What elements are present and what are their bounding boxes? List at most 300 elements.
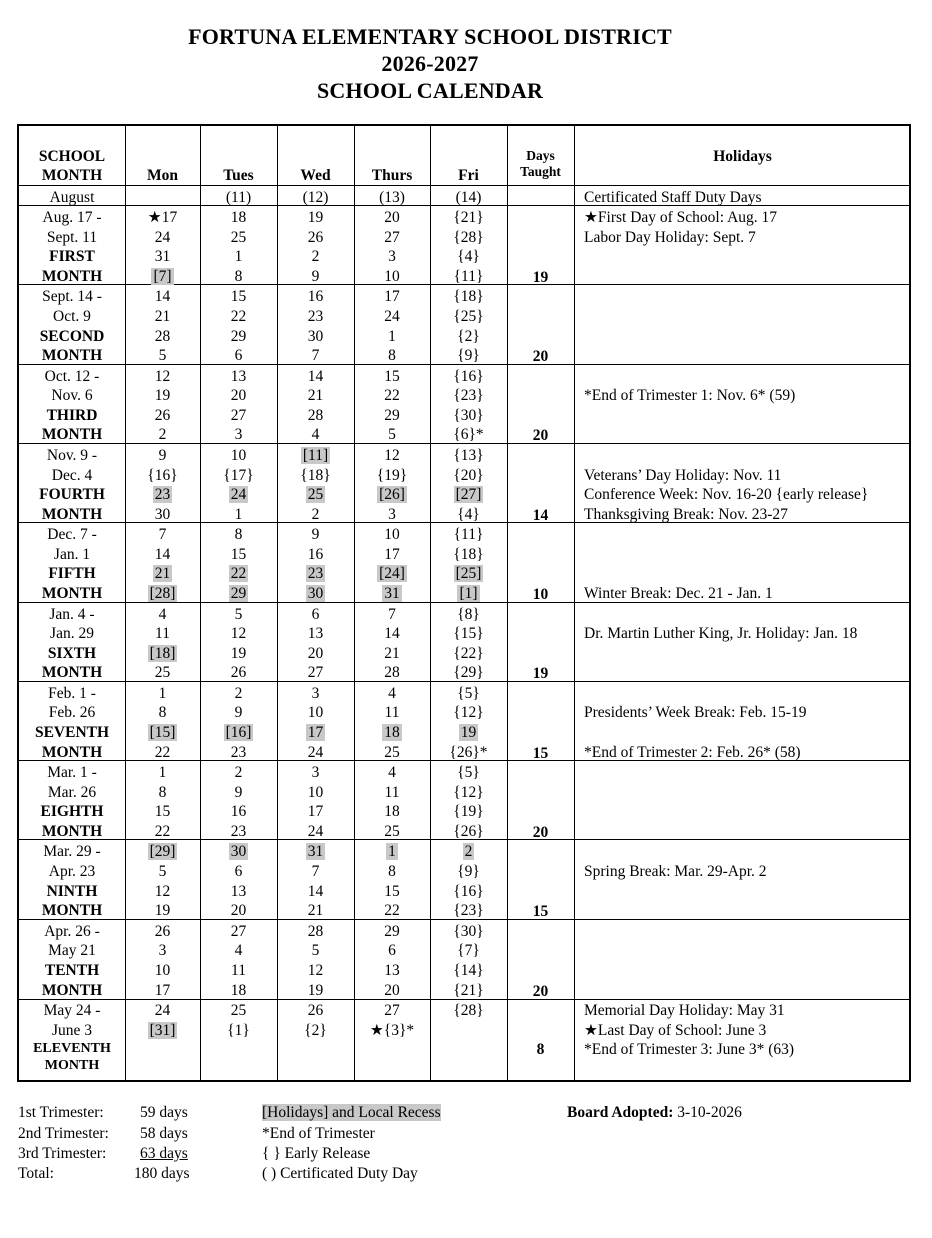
day-cell (200, 703, 277, 722)
district-title: FORTUNA ELEMENTARY SCHOOL DISTRICT (188, 24, 672, 49)
august-holiday: Certificated Staff Duty Days (584, 189, 762, 206)
day-cell (430, 644, 507, 663)
day-cell (277, 802, 354, 821)
day-cell (277, 346, 354, 365)
day-number: [24] (379, 565, 405, 583)
day-number: 29 (230, 585, 247, 602)
day-number: 21 (307, 387, 324, 405)
header-school: SCHOOL (38, 148, 106, 165)
day-cell (200, 882, 277, 901)
day-number: [27] (455, 486, 482, 504)
day-cell (125, 545, 200, 564)
day-number: 20 (384, 981, 400, 999)
day-number: 25 (307, 486, 324, 504)
day-number: {14} (453, 961, 484, 979)
day-cell (277, 564, 354, 583)
august-fri: (14) (455, 189, 482, 206)
day-cell (200, 367, 277, 386)
day-number: 2 (464, 843, 473, 861)
day-cell (354, 446, 430, 465)
days-taught: 19 (532, 268, 549, 286)
day-cell (354, 842, 430, 861)
day-cell (277, 703, 354, 722)
day-number: 17 (384, 288, 400, 306)
day-cell (430, 425, 507, 444)
month-label: SECOND (39, 327, 105, 345)
day-number: 5 (158, 863, 167, 880)
legend-holidays: [Holidays] and Local Recess (262, 1104, 441, 1121)
day-number: {29} (453, 664, 484, 682)
day-cell (200, 624, 277, 643)
day-cell (430, 684, 507, 703)
month-label: NINTH (46, 882, 98, 900)
day-cell (354, 663, 430, 682)
holiday-note: Labor Day Holiday: Sept. 7 (584, 228, 756, 246)
day-cell (430, 703, 507, 722)
footer-t1-days: 59 days (140, 1104, 188, 1121)
day-number: 10 (154, 961, 171, 979)
day-cell (354, 624, 430, 643)
month-label: Feb. 26 (48, 704, 96, 722)
day-cell (430, 584, 507, 603)
month-label: MONTH (44, 1058, 100, 1074)
month-label: Mar. 1 - (47, 764, 97, 782)
day-number: 7 (311, 863, 320, 880)
day-number: [15] (149, 724, 176, 741)
day-cell (354, 763, 430, 782)
day-number: 3 (158, 942, 167, 960)
calendar-table (17, 124, 911, 1082)
day-cell (430, 545, 507, 564)
day-number: 14 (154, 545, 171, 563)
day-cell (125, 208, 200, 227)
day-cell (277, 684, 354, 703)
day-cell (125, 842, 200, 861)
day-cell (354, 545, 430, 564)
day-number: {26}* (449, 743, 488, 761)
day-number: 5 (388, 426, 396, 444)
month-label: Apr. 26 - (44, 922, 100, 940)
day-cell (125, 485, 200, 504)
day-cell (430, 446, 507, 465)
day-cell (125, 525, 200, 544)
day-number: {21} (453, 209, 484, 226)
day-cell (354, 386, 430, 405)
day-cell (354, 605, 430, 624)
month-label: Oct. 9 (53, 307, 91, 325)
day-cell (125, 862, 200, 881)
day-number: 28 (307, 406, 324, 424)
day-cell (277, 425, 354, 444)
days-taught: 20 (532, 348, 549, 366)
day-number: 4 (158, 605, 167, 623)
day-number: 26 (154, 406, 171, 424)
day-number: {9} (457, 347, 480, 365)
month-label: FIRST (49, 248, 95, 266)
day-cell (125, 743, 200, 762)
day-number: 3 (388, 248, 396, 266)
month-label: MONTH (41, 981, 103, 999)
day-number: 8 (158, 783, 167, 801)
day-number: {16} (147, 466, 178, 484)
day-cell (125, 783, 200, 802)
day-number: 23 (230, 822, 247, 840)
header-days: Days (526, 148, 555, 163)
day-cell (277, 545, 354, 564)
day-cell (277, 466, 354, 485)
day-cell (277, 1021, 354, 1040)
day-cell (277, 267, 354, 286)
day-cell (277, 922, 354, 941)
day-cell (430, 605, 507, 624)
day-number: 30 (307, 585, 324, 602)
day-cell (354, 1021, 430, 1040)
day-cell (125, 605, 200, 624)
day-number: 15 (384, 882, 400, 900)
day-number: 16 (307, 288, 324, 306)
day-cell (430, 901, 507, 920)
month-label: MONTH (41, 426, 103, 444)
day-number: 15 (230, 288, 247, 306)
day-cell (277, 327, 354, 346)
holiday-note: ★First Day of School: Aug. 17 (584, 209, 778, 226)
day-cell (125, 763, 200, 782)
day-number: 31 (307, 843, 324, 861)
august-thurs: (13) (379, 189, 405, 206)
day-cell (430, 882, 507, 901)
holiday-note: Winter Break: Dec. 21 - Jan. 1 (584, 585, 773, 602)
day-cell (354, 723, 430, 742)
day-cell (430, 564, 507, 583)
day-cell (277, 882, 354, 901)
day-cell (125, 684, 200, 703)
day-number: 28 (384, 664, 400, 682)
day-cell (430, 941, 507, 960)
month-label: MONTH (41, 505, 103, 523)
month-label: SIXTH (47, 644, 97, 662)
day-cell (430, 783, 507, 802)
day-cell (125, 802, 200, 821)
day-cell (200, 584, 277, 603)
day-cell (200, 307, 277, 326)
day-number: 8 (388, 347, 396, 365)
day-cell (200, 723, 277, 742)
day-cell (125, 446, 200, 465)
day-cell (277, 228, 354, 247)
days-taught: 8 (536, 1041, 545, 1059)
day-number: 1 (158, 684, 167, 702)
day-cell (354, 367, 430, 386)
day-number: 27 (307, 664, 324, 682)
month-label: FIFTH (48, 565, 96, 583)
day-number: 1 (388, 327, 396, 345)
day-number: {9} (457, 863, 480, 880)
day-cell (277, 307, 354, 326)
month-label: MONTH (41, 347, 103, 365)
month-label: Apr. 23 (48, 863, 96, 880)
day-number: [29] (149, 843, 176, 861)
days-taught: 14 (532, 506, 549, 524)
day-cell (354, 228, 430, 247)
day-cell (430, 406, 507, 425)
day-cell (354, 346, 430, 365)
day-number: 7 (311, 347, 320, 365)
day-number: {2} (457, 327, 480, 345)
day-cell (277, 644, 354, 663)
day-cell (200, 466, 277, 485)
day-cell (200, 663, 277, 682)
day-cell (430, 802, 507, 821)
day-cell (125, 386, 200, 405)
day-cell (354, 802, 430, 821)
day-number: 23 (154, 486, 171, 504)
day-number: 17 (384, 545, 400, 563)
holiday-note: *End of Trimester 3: June 3* (63) (584, 1041, 795, 1059)
day-number: {12} (453, 783, 484, 801)
day-cell (277, 624, 354, 643)
day-cell (200, 802, 277, 821)
day-number: {18} (453, 545, 484, 563)
month-label: MONTH (41, 267, 103, 285)
day-number: 30 (154, 505, 171, 523)
day-number: 26 (307, 228, 324, 246)
day-cell (277, 605, 354, 624)
day-cell (125, 901, 200, 920)
footer-total-label: Total: (18, 1165, 54, 1182)
month-label: Nov. 9 - (46, 446, 98, 464)
day-number: 19 (230, 644, 247, 662)
day-cell (125, 247, 200, 266)
day-cell (200, 287, 277, 306)
holiday-note: Spring Break: Mar. 29-Apr. 2 (584, 863, 767, 880)
day-number: 31 (154, 248, 171, 266)
day-cell (277, 446, 354, 465)
calendar-title: SCHOOL CALENDAR (316, 78, 544, 103)
day-cell (354, 684, 430, 703)
day-cell (200, 941, 277, 960)
day-cell (354, 822, 430, 841)
day-number: 27 (384, 1002, 400, 1019)
day-cell (125, 367, 200, 386)
day-number: 30 (307, 327, 324, 345)
day-cell (430, 367, 507, 386)
day-number: 24 (384, 307, 400, 325)
header-month: MONTH (41, 167, 103, 184)
day-number: 7 (388, 605, 396, 623)
day-cell (430, 247, 507, 266)
legend-early-release: { } Early Release (262, 1145, 371, 1162)
header-tues: Tues (223, 167, 254, 184)
day-cell (125, 644, 200, 663)
day-number: {23} (453, 902, 484, 920)
day-cell (200, 247, 277, 266)
day-number: 4 (388, 684, 396, 702)
day-number: 13 (307, 625, 324, 643)
day-cell (200, 822, 277, 841)
day-cell (354, 466, 430, 485)
day-number: 17 (307, 724, 324, 741)
day-number: {6}* (453, 426, 484, 444)
august-wed: (12) (302, 189, 329, 206)
day-number: 20 (307, 644, 324, 662)
day-cell (125, 822, 200, 841)
day-cell (200, 545, 277, 564)
day-cell (354, 564, 430, 583)
day-number: {16} (453, 367, 484, 385)
day-number: 6 (311, 605, 320, 623)
day-number: 10 (384, 526, 400, 544)
month-label: Dec. 4 (51, 466, 93, 484)
day-number: 22 (384, 387, 400, 405)
days-taught: 19 (532, 665, 549, 683)
month-label: Jan. 4 - (49, 605, 95, 623)
day-number: {16} (453, 882, 484, 900)
day-number: 19 (307, 209, 324, 226)
day-number: 22 (154, 822, 171, 840)
day-number: 7 (158, 526, 167, 544)
day-cell (125, 922, 200, 941)
day-number: 4 (388, 764, 396, 782)
day-number: 8 (234, 526, 243, 544)
day-number: {30} (453, 406, 484, 424)
day-number: 22 (384, 902, 400, 920)
day-cell (200, 564, 277, 583)
day-number: 28 (154, 327, 171, 345)
day-cell (354, 1001, 430, 1020)
day-cell (200, 327, 277, 346)
day-number: 13 (230, 367, 247, 385)
day-cell (200, 763, 277, 782)
day-number: 26 (307, 1002, 324, 1019)
month-label: MONTH (41, 585, 103, 602)
day-number: 10 (384, 267, 400, 285)
day-cell (200, 842, 277, 861)
day-number: 29 (384, 406, 400, 424)
day-cell (354, 703, 430, 722)
day-number: 18 (230, 981, 247, 999)
day-cell (354, 327, 430, 346)
day-number: {19} (376, 466, 408, 484)
day-number: 6 (234, 863, 243, 880)
day-cell (354, 425, 430, 444)
day-number: 24 (307, 822, 324, 840)
day-number: 18 (230, 209, 247, 226)
day-cell (200, 525, 277, 544)
day-number: 25 (384, 743, 400, 761)
days-taught: 10 (532, 586, 549, 603)
day-cell (430, 228, 507, 247)
day-cell (200, 901, 277, 920)
day-number: 24 (154, 228, 171, 246)
day-number: [11] (302, 446, 329, 464)
month-label: Jan. 1 (53, 545, 91, 563)
day-number: 2 (311, 248, 320, 266)
day-cell (200, 446, 277, 465)
month-label: June 3 (51, 1021, 93, 1039)
day-number: {17} (223, 466, 254, 484)
day-cell (125, 723, 200, 742)
day-number: 11 (231, 961, 246, 979)
day-number: {5} (457, 764, 480, 782)
day-cell (125, 663, 200, 682)
day-number: [28] (149, 585, 176, 602)
days-taught: 20 (532, 823, 549, 841)
day-cell (430, 763, 507, 782)
day-cell (277, 287, 354, 306)
header-holidays: Holidays (713, 148, 772, 165)
day-cell (200, 862, 277, 881)
day-number: 4 (234, 942, 243, 960)
day-cell (430, 386, 507, 405)
day-cell (354, 862, 430, 881)
day-number: ★17 (147, 209, 178, 226)
day-cell (430, 327, 507, 346)
month-label: Mar. 26 (47, 783, 97, 801)
day-number: 2 (234, 684, 243, 702)
month-label: TENTH (44, 961, 100, 979)
day-cell (430, 505, 507, 524)
day-cell (125, 346, 200, 365)
day-number: 10 (307, 783, 324, 801)
footer-t2-label: 2nd Trimester: (18, 1125, 109, 1142)
day-number: 27 (384, 228, 400, 246)
month-label: FOURTH (39, 486, 105, 504)
footer-t2-days: 58 days (140, 1125, 188, 1142)
day-cell (277, 505, 354, 524)
day-number: 12 (307, 961, 324, 979)
august-tues: (11) (225, 189, 252, 206)
day-cell (354, 406, 430, 425)
day-number: {20} (453, 466, 484, 484)
day-cell (277, 584, 354, 603)
day-cell (354, 247, 430, 266)
day-number: [1] (459, 585, 478, 602)
holiday-note: *End of Trimester 2: Feb. 26* (58) (584, 743, 801, 761)
day-cell (430, 485, 507, 504)
day-cell (125, 1021, 200, 1040)
month-label: May 21 (48, 942, 96, 960)
day-number: 2 (158, 426, 167, 444)
day-cell (277, 763, 354, 782)
day-cell (354, 882, 430, 901)
day-number: 5 (311, 942, 320, 960)
august-label: August (49, 189, 95, 206)
day-number: 30 (230, 843, 247, 861)
day-number: {15} (453, 625, 484, 643)
day-number: 9 (311, 267, 320, 285)
day-cell (277, 961, 354, 980)
day-number: 15 (154, 803, 171, 821)
day-number: 21 (384, 644, 400, 662)
month-label: Dec. 7 - (47, 526, 97, 544)
day-cell (277, 783, 354, 802)
days-taught: 20 (532, 427, 549, 445)
day-cell (354, 584, 430, 603)
day-number: 11 (384, 704, 400, 722)
day-cell (430, 346, 507, 365)
day-number: 21 (154, 307, 171, 325)
day-number: {1} (227, 1021, 250, 1039)
day-number: [16] (225, 724, 252, 741)
day-number: 6 (234, 347, 243, 365)
day-cell (200, 981, 277, 1000)
day-number: {11} (453, 267, 484, 285)
day-number: 20 (230, 387, 247, 405)
month-label: MONTH (41, 822, 103, 840)
day-number: {28} (453, 1002, 484, 1019)
day-number: 26 (230, 664, 247, 682)
day-cell (354, 307, 430, 326)
